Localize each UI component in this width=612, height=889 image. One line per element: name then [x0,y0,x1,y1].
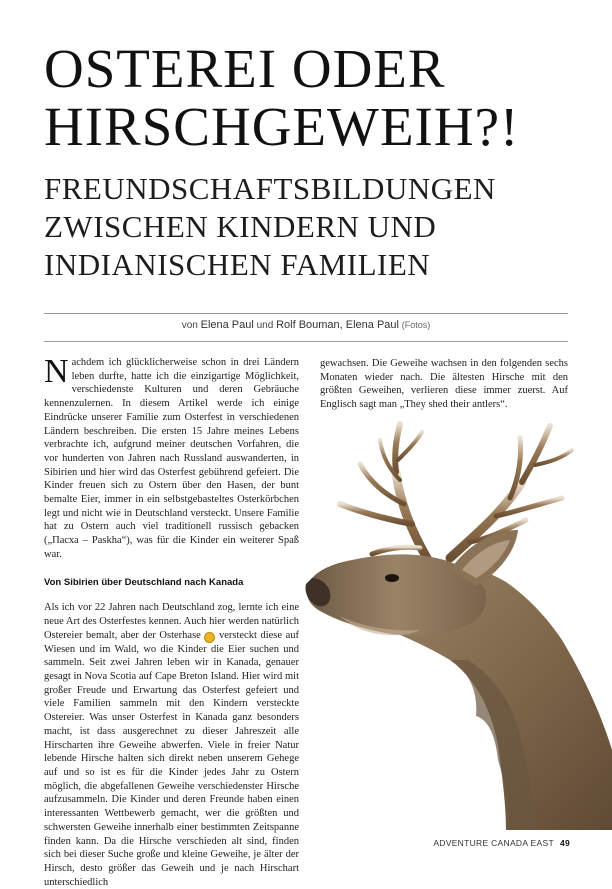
antler-left [340,424,428,560]
body-column-left [44,353,299,889]
byline-authors: Elena Paul [200,319,254,331]
byline-rule-bottom [44,341,568,342]
smiley-icon [204,632,215,643]
byline-prefix: von [181,320,198,331]
byline [44,319,568,331]
page-footer [433,838,570,848]
second-paragraph [44,601,299,889]
continuation-paragraph: gewachsen. Die Geweihe wachsen in den folgenden sechs Monaten wieder nach. Die ältesten Hirsche mit den größten Geweihen, verlieren diese immer zuerst. Auf Englisch sagt man „They shed their antlers“. [320,358,568,411]
subtitle-line-1: FREUNDSCHAFTSBILDUNGEN [44,171,496,206]
section-heading: Von Sibirien über Deutschland nach Kanada [44,576,244,588]
title-line-2: HIRSCHGEWEIH?! [44,96,520,157]
body-column-right [320,357,568,412]
subtitle-line-3: INDIANISCHEN FAMILIEN [44,247,431,282]
page-number: 49 [559,838,570,848]
second-text-a: Als ich vor 22 Jahren nach Deutschland zog, lernte ich eine neue Art des Osterfestes kennen. Auch hier werden natürlich Ostereier bemalt, aber der Osterhase [44,602,299,641]
second-text-b: versteckt diese auf Wiesen und im Wald, wo die Kinder die Eier suchen und sammeln. Seit zwei Jahren leben wir in Kanada, genauer gesagt in Nova Scotia auf Cape Breton Island. Hier wird mit großer Freude und Erwartung das Osterfest gefeiert und viele Familien sammeln mit den Kindern versteckte Ostereier. Was unser Osterfest in Kanada ganz besonders macht, ist dass ausgerechnet zu dieser Jahreszeit alle Hirscharten ihre Geweihe abwerfen. Viele in freier Natur lebende Hirsche halten sich direkt neben unserem Gehege auf und so ist es für die Kinder jedes Jahr zu Ostern möglich, die abgefallenen Geweihe verschiedenster Hirsche aufzusammeln. Die Kinder und deren Freunde haben einen interessanten Wettbewerb gemacht, wer die größten und schwersten Geweihe innerhalb einer bestimmten Zeitspanne finden kann. Da die Hirsche verschieden alt sind, finden sich bei dieser Suche große und kleine Geweihe, je älter der Hirsch, desto größer das Geweih und je nach Hirschart unterschiedlich [44,629,299,888]
deer-eye [385,574,399,582]
title-line-1: OSTEREI ODER [44,38,446,99]
intro-paragraph [44,353,299,562]
byline-photos: (Fotos) [401,320,431,330]
article-subtitle [44,170,589,284]
red-deer-stag-image [300,420,612,830]
magazine-name: ADVENTURE CANADA EAST [433,838,554,848]
byline-conjunction: und [256,320,274,331]
byline-rule-top [44,313,568,314]
byline-coauthors: Rolf Bouman, Elena Paul [276,319,399,331]
intro-text: achdem ich glücklicherweise schon in drei Ländern leben durfte, hatte ich die einzigartige Möglichkeit, verschiedenste Kulturen und deren Gebräuche kennenzulernen. In diesem Artikel werde ich einige Eindrücke unserer Familie zum Osterfest in verschiedenen Ländern beschreiben. Die ersten 15 Jahre meines Lebens verbrachte ich, aufgrund meiner deutschen Vorfahren, die vor hunderten von Jahren nach Russland auswanderten, in Sibirien und hier wird das Osterfest gebührend gefeiert. Die Kinder freuen sich zu Ostern über den Hasen, der bunt bemalte Eier, immer in ein selbstgebasteltes Osterkörbchen legt und nicht wie in Deutschland versteckt. Unsere Familie hat zu Ostern auch viel traditionell russisch gebacken („Пасха – Paskha“), was für die Kinder ein weiterer Spaß war. [44,357,299,560]
dropcap: N [44,353,69,390]
article-title [44,40,589,156]
subtitle-line-2: ZWISCHEN KINDERN UND [44,209,437,244]
